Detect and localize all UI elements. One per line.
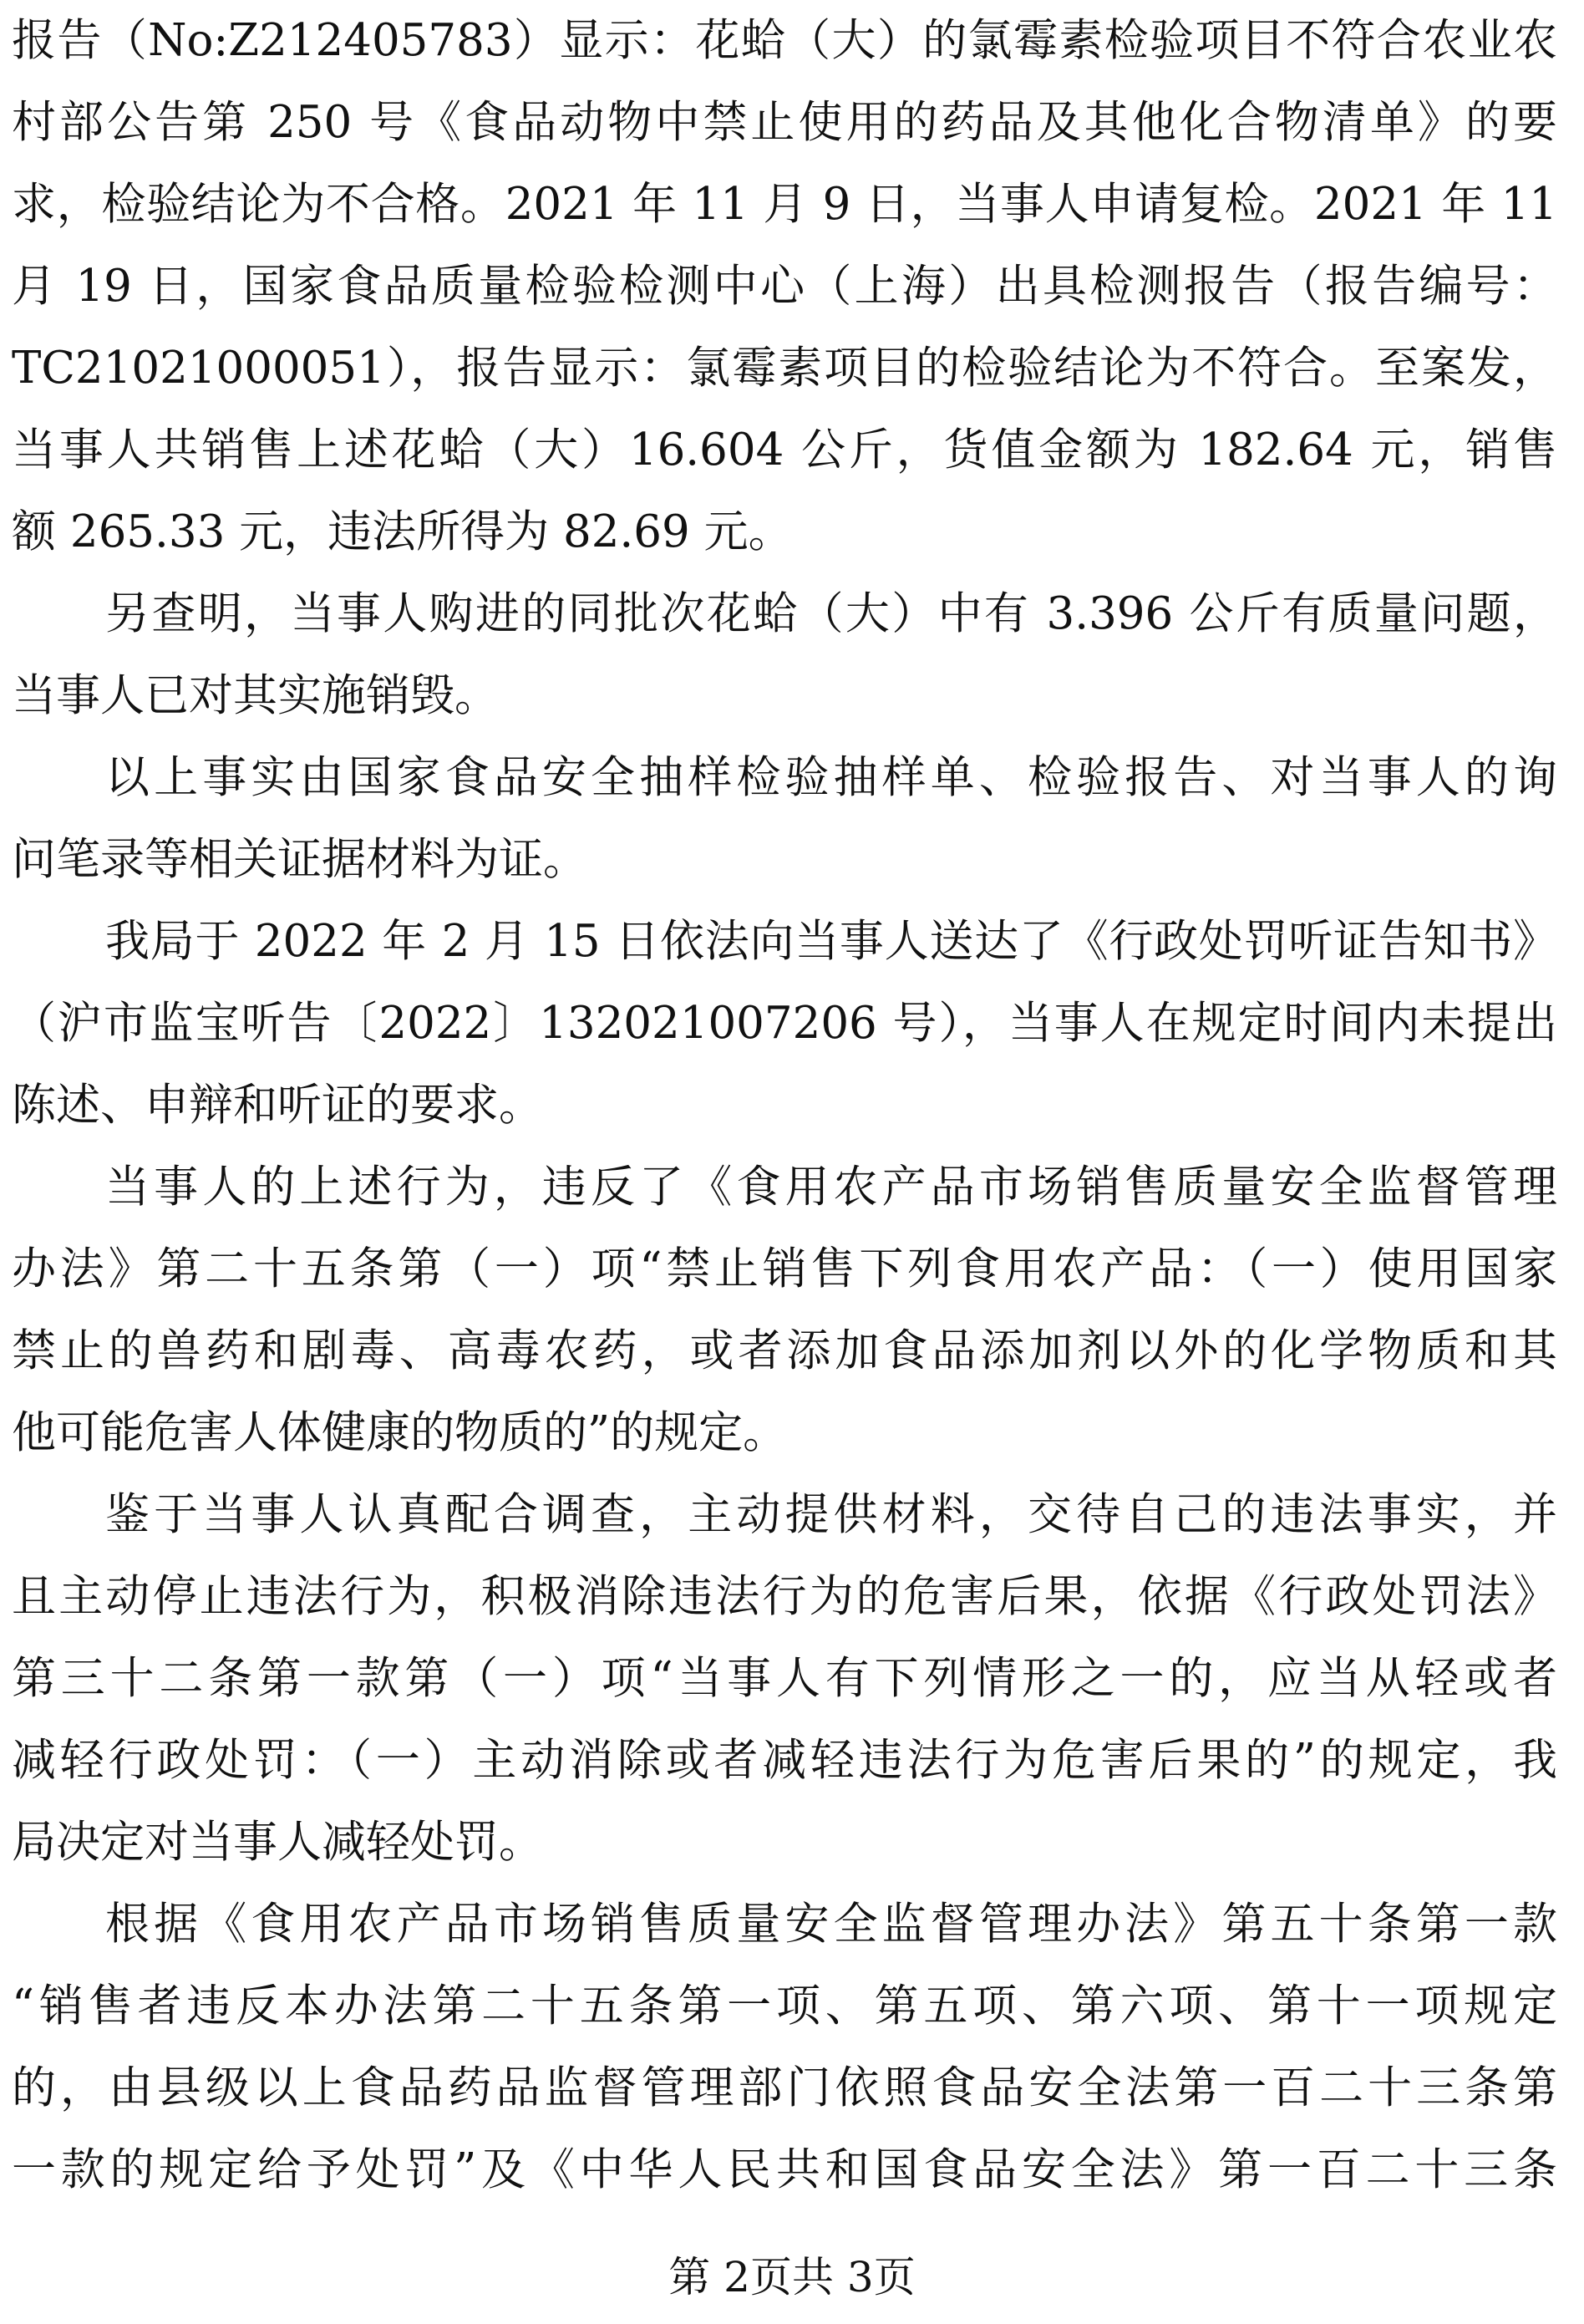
text-line: 以上事实由国家食品安全抽样检验抽样单、检验报告、对当事人的询: [105, 752, 1557, 803]
text-line: 月 19 日，国家食品质量检验检测中心（上海）出具检测报告（报告编号：: [12, 261, 1557, 312]
text-line: 鉴于当事人认真配合调查，主动提供材料，交待自己的违法事实，并: [105, 1489, 1557, 1540]
text-line: 求，检验结论为不合格。2021 年 11 月 9 日，当事人申请复检。2021 年 11: [12, 179, 1557, 230]
text-line: 他可能危害人体健康的物质的”的规定。: [12, 1407, 788, 1458]
text-line: TC21021000051），报告显示：氯霉素项目的检验结论为不符合。至案发，: [12, 343, 1557, 394]
text-line: 另查明，当事人购进的同批次花蛤（大）中有 3.396 公斤有质量问题，: [105, 588, 1557, 639]
page-number: 第 2页共 3页: [668, 2253, 916, 2301]
text-line: 一款的规定给予处罚”及《中华人民共和国食品安全法》第一百二十三条: [12, 2144, 1557, 2195]
text-line: 当事人已对其实施销毁。: [12, 670, 499, 721]
text-line: 当事人的上述行为，违反了《食用农产品市场销售质量安全监督管理: [105, 1162, 1557, 1213]
text-line: 局决定对当事人减轻处罚。: [12, 1817, 543, 1868]
text-line: 且主动停止违法行为，积极消除违法行为的危害后果，依据《行政处罚法》: [12, 1571, 1557, 1622]
text-line: 禁止的兽药和剧毒、高毒农药，或者添加食品添加剂以外的化学物质和其: [12, 1325, 1557, 1376]
text-line: 我局于 2022 年 2 月 15 日依法向当事人送达了《行政处罚听证告知书》: [105, 916, 1557, 967]
text-line: 办法》第二十五条第（一）项“禁止销售下列食用农产品：（一）使用国家: [12, 1243, 1557, 1294]
text-line: 减轻行政处罚：（一）主动消除或者减轻违法行为危害后果的”的规定，我: [12, 1735, 1557, 1786]
text-line: 陈述、申辩和听证的要求。: [12, 1080, 543, 1131]
text-line: 问笔录等相关证据材料为证。: [12, 834, 587, 885]
text-line: 的，由县级以上食品药品监督管理部门依照食品安全法第一百二十三条第: [12, 2062, 1557, 2113]
text-line: 报告（No:Z212405783）显示：花蛤（大）的氯霉素检验项目不符合农业农: [12, 15, 1557, 66]
text-line: 村部公告第 250 号《食品动物中禁止使用的药品及其他化合物清单》的要: [12, 97, 1557, 148]
text-line: “销售者违反本办法第二十五条第一项、第五项、第六项、第十一项规定: [12, 1981, 1557, 2032]
text-line: 根据《食用农产品市场销售质量安全监督管理办法》第五十条第一款: [105, 1899, 1557, 1950]
text-line: 额 265.33 元，违法所得为 82.69 元。: [12, 506, 793, 557]
document-body: [12, 0, 1557, 2215]
text-line: （沪市监宝听告〔2022〕132021007206 号），当事人在规定时间内未提出: [12, 998, 1557, 1049]
text-line: 当事人共销售上述花蛤（大）16.604 公斤，货值金额为 182.64 元，销售: [12, 425, 1557, 475]
text-line: 第三十二条第一款第（一）项“当事人有下列情形之一的，应当从轻或者: [12, 1653, 1557, 1704]
